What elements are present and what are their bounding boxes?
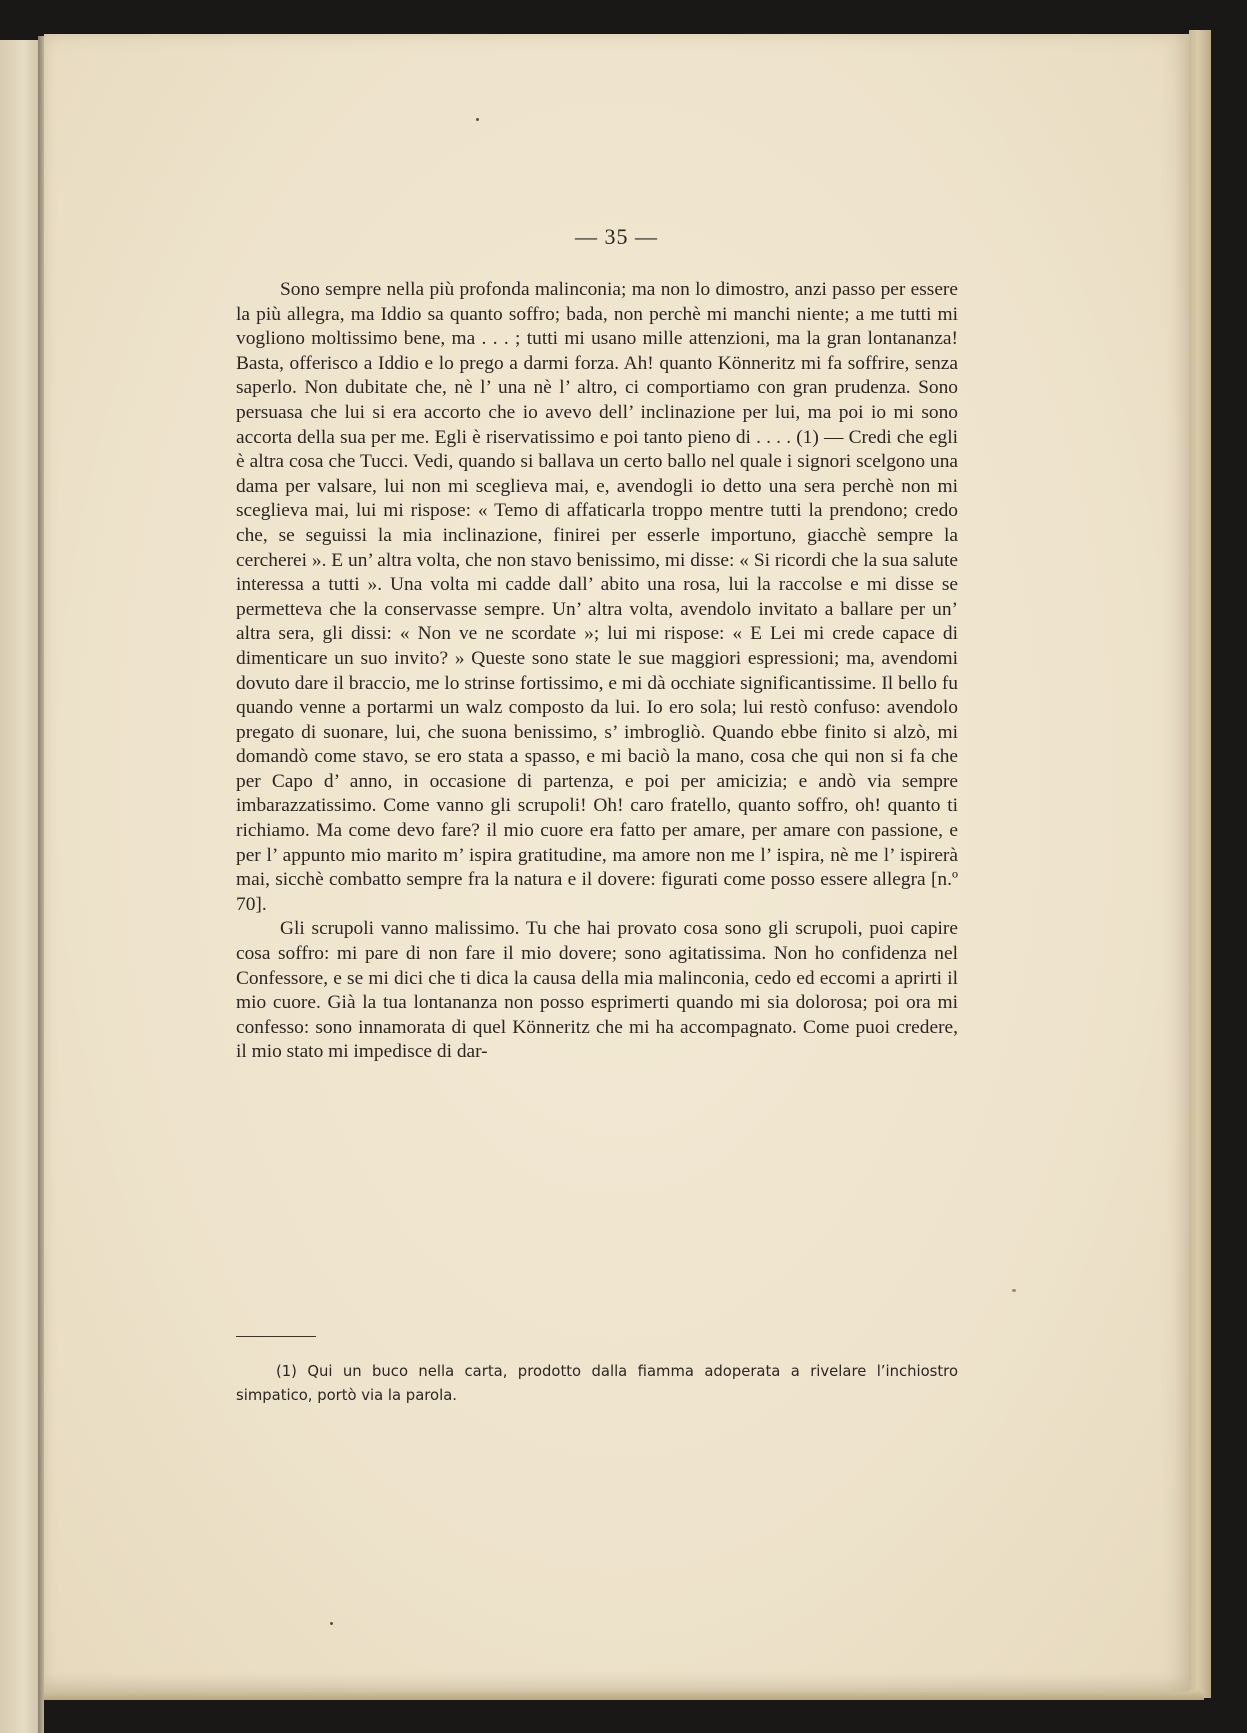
footnote: (1) Qui un buco nella carta, prodotto dalla fiamma adoperata a rivelare l’inchiostro simpatico, portò via la parola. xyxy=(236,1363,958,1404)
previous-page-edge xyxy=(0,40,40,1733)
footnote-separator xyxy=(236,1336,316,1337)
body-text xyxy=(236,278,958,1065)
paragraph-1: Sono sempre nella più profonda malinconia; ma non lo dimostro, anzi passo per essere la più allegra, ma Iddio sa quanto soffro; bada, non perchè mi manchi niente; a me tutti mi vogliono moltissimo bene, ma . . . ; tutti mi usano mille attenzioni, ma la gran lontananza! Basta, offerisco a Iddio e lo prego a darmi forza. Ah! quanto Könneritz mi fa soffrire, senza saperlo. Non dubitate che, nè l’ una nè l’ altro, ci comportiamo con gran prudenza. Sono persuasa che lui si era accorto che io avevo dell’ inclinazione per lui, ma poi io mi sono accorta della sua per me. Egli è riservatissimo e poi tanto pieno di . . . . (1) — Credi che egli è altra cosa che Tucci. Vedi, quando si ballava un certo ballo nel quale i signori scelgono una dama per valsare, lui non mi sceglieva mai, e, avendogli io detto una sera perchè non mi sceglieva mai, lui mi rispose: « Temo di affaticarla troppo mentre tutti la prendono; credo che, se seguissi la mia inclinazione, finirei per esserle importuno, giacchè sempre la cercherei ». E un’ altra volta, che non stavo benissimo, mi disse: « Si ricordi che la sua salute interessa a tutti ». Una volta mi cadde dall’ abito una rosa, lui la raccolse e mi disse se permetteva che la conservasse sempre. Un’ altra volta, avendolo invitato a ballare per un’ altra sera, gli dissi: « Non ve ne scordate »; lui mi rispose: « E Lei mi crede capace di dimenticare un suo invito? » Queste sono state le sue maggiori espressioni; ma, avendomi dovuto dare il braccio, me lo strinse fortissimo, e mi dà occhiate significantissime. Il bello fu quando venne a portarmi un walz composto da lui. Io ero sola; lui restò confuso: avendolo pregato di suonare, lui, che suona benissimo, s’ imbrogliò. Quando ebbe finito si alzò, mi domandò come stavo, se ero stata a spasso, e mi baciò la mano, cosa che qui non si fa che per Capo d’ anno, in occasione di partenza, e poi per amicizia; e andò via sempre imbarazzatissimo. Come vanno gli scrupoli! Oh! caro fratello, quanto soffro, oh! quanto ti richiamo. Ma come devo fare? il mio cuore era fatto per amare, per amare con passione, e per l’ appunto mio marito m’ ispira gratitudine, ma amore non me l’ ispira, nè me l’ ispirerà mai, sicchè combatto sempre fra la natura e il dovere: figurati come posso essere allegra [n.º 70]. xyxy=(236,279,958,915)
page-stack-edge xyxy=(1189,30,1211,1698)
page-number: — 35 — xyxy=(575,224,658,249)
paper-speck xyxy=(476,118,479,121)
paper-speck xyxy=(1012,1289,1016,1292)
book-page xyxy=(44,34,1189,1692)
paragraph-2: Gli scrupoli vanno malissimo. Tu che hai provato cosa sono gli scrupoli, puoi capire cosa soffro: mi pare di non fare il mio dovere; sono agitatissima. Non ho confidenza nel Confessore, e se mi dici che ti dica la causa della mia malinconia, cedo ed eccomi a aprirti il mio cuore. Già la tua lontananza non posso esprimerti quando mi sia dolorosa; poi ora mi confesso: sono innamorata di quel Könneritz che mi ha accompagnato. Come puoi credere, il mio stato mi impedisce di dar- xyxy=(236,918,958,1063)
paper-speck xyxy=(330,1622,333,1625)
